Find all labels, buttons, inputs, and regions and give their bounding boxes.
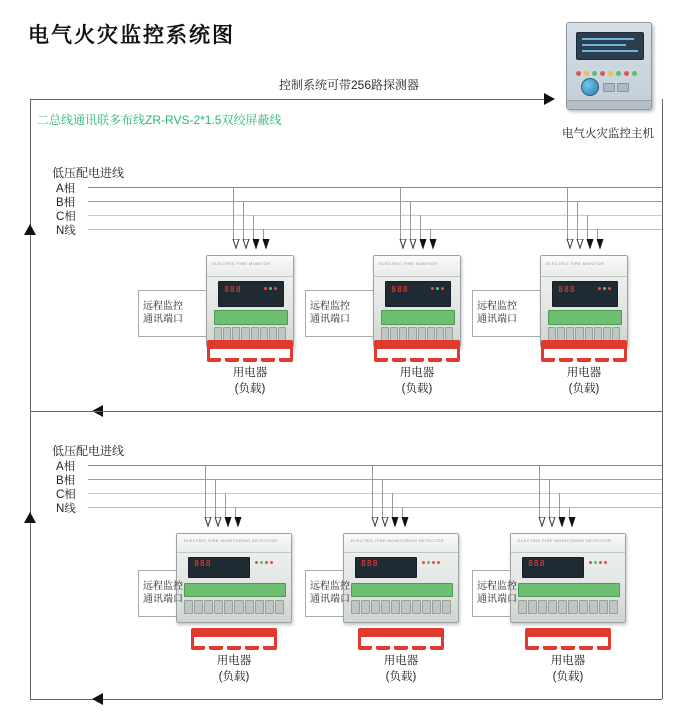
port-label-line2: 通讯端口 bbox=[143, 314, 183, 325]
device-display: 888 bbox=[194, 559, 212, 569]
port-label bbox=[310, 580, 350, 606]
phase-line-c-1 bbox=[88, 215, 662, 216]
bus-note: 二总线通讯联多布线ZR-RVS-2*1.5双绞屏蔽线 bbox=[37, 113, 282, 127]
drop-line bbox=[382, 479, 383, 519]
load-label-line1: 用电器 bbox=[383, 655, 419, 667]
host-base bbox=[567, 100, 651, 109]
port-label bbox=[477, 300, 517, 326]
phase-line-n-1 bbox=[88, 229, 662, 230]
load-clamp bbox=[374, 340, 460, 362]
host-label: 电气火灾监控主机 bbox=[562, 128, 654, 140]
load-label bbox=[374, 366, 460, 397]
page-title: 电气火灾监控系统图 bbox=[28, 23, 235, 47]
port-label-line1: 远程监控 bbox=[310, 581, 350, 592]
load-label-line1: 用电器 bbox=[550, 655, 586, 667]
load-label-line2: (负载) bbox=[552, 670, 584, 683]
phase-label-a-1: A相 bbox=[56, 183, 76, 195]
drop-line bbox=[559, 493, 560, 519]
phase-label-n-1: N线 bbox=[56, 225, 76, 237]
loop-direction-arrow-3 bbox=[92, 693, 103, 705]
load-label bbox=[525, 654, 611, 685]
load-label-line2: (负载) bbox=[385, 670, 417, 683]
phase-line-b-2 bbox=[88, 479, 662, 480]
host-buttons[interactable] bbox=[603, 79, 643, 95]
drop-line bbox=[400, 187, 401, 241]
phase-label-a-2: A相 bbox=[56, 461, 76, 473]
drop-line bbox=[549, 479, 550, 519]
phase-drop-arrows bbox=[532, 517, 580, 531]
bus-trunk-arrow bbox=[544, 93, 555, 105]
loop-bottom-line bbox=[30, 699, 662, 700]
drop-line bbox=[205, 465, 206, 519]
load-label-line2: (负载) bbox=[218, 670, 250, 683]
port-label-line2: 通讯端口 bbox=[477, 314, 517, 325]
drop-line bbox=[392, 493, 393, 519]
phase-label-b-1: B相 bbox=[56, 197, 76, 209]
drop-line bbox=[539, 465, 540, 519]
port-label-line1: 远程监控 bbox=[477, 581, 517, 592]
host-knob[interactable] bbox=[581, 78, 599, 96]
port-label-line1: 远程监控 bbox=[143, 581, 183, 592]
port-label-line2: 通讯端口 bbox=[143, 594, 183, 605]
loop-direction-arrow-2 bbox=[24, 512, 36, 523]
load-clamp bbox=[358, 628, 444, 650]
detector-device: ELECTRIC FIRE MONITORING DETECTOR 888 bbox=[510, 533, 626, 623]
port-label-line1: 远程监控 bbox=[143, 301, 183, 312]
phase-drop-arrows bbox=[560, 239, 608, 253]
incoming-label-1: 低压配电进线 bbox=[52, 166, 125, 180]
capacity-note: 控制系统可带256路探测器 bbox=[279, 78, 420, 92]
phase-drop-arrows bbox=[365, 517, 413, 531]
incoming-label-2: 低压配电进线 bbox=[52, 444, 125, 458]
load-label-line1: 用电器 bbox=[232, 367, 268, 379]
detector-device: ELECTRIC FIRE MONITOR 888 bbox=[540, 255, 628, 347]
load-label-line1: 用电器 bbox=[216, 655, 252, 667]
device-display: 888 bbox=[224, 284, 242, 294]
phase-line-c-2 bbox=[88, 493, 662, 494]
section-divider-line bbox=[30, 411, 662, 412]
detector-device: ELECTRIC FIRE MONITORING DETECTOR 888 bbox=[176, 533, 292, 623]
port-label-line1: 远程监控 bbox=[477, 301, 517, 312]
detector-device: ELECTRIC FIRE MONITOR 888 bbox=[373, 255, 461, 347]
load-label-line2: (负载) bbox=[234, 382, 266, 395]
drop-line bbox=[253, 215, 254, 241]
host-screen bbox=[576, 32, 644, 60]
load-label-line1: 用电器 bbox=[399, 367, 435, 379]
load-label bbox=[207, 366, 293, 397]
port-label bbox=[143, 300, 183, 326]
phase-line-a-1 bbox=[88, 187, 662, 188]
monitoring-host bbox=[566, 22, 652, 110]
loop-right-line bbox=[662, 99, 663, 699]
drop-line bbox=[233, 187, 234, 241]
drop-line bbox=[577, 201, 578, 241]
port-label-line2: 通讯端口 bbox=[310, 594, 350, 605]
load-label bbox=[191, 654, 277, 685]
device-display: 888 bbox=[361, 559, 379, 569]
phase-drop-arrows bbox=[393, 239, 441, 253]
drop-line bbox=[410, 201, 411, 241]
device-display: 888 bbox=[558, 284, 576, 294]
load-label bbox=[358, 654, 444, 685]
host-indicator-leds bbox=[576, 63, 642, 73]
port-label-line1: 远程监控 bbox=[310, 301, 350, 312]
drop-line bbox=[243, 201, 244, 241]
drop-line bbox=[372, 465, 373, 519]
drop-line bbox=[587, 215, 588, 241]
loop-direction-arrow-1 bbox=[24, 224, 36, 235]
phase-drop-arrows bbox=[198, 517, 246, 531]
detector-device: ELECTRIC FIRE MONITOR 888 bbox=[206, 255, 294, 347]
loop-left-line bbox=[30, 99, 31, 699]
phase-label-b-2: B相 bbox=[56, 475, 76, 487]
drop-line bbox=[225, 493, 226, 519]
device-display: 888 bbox=[391, 284, 409, 294]
phase-line-n-2 bbox=[88, 507, 662, 508]
port-label bbox=[310, 300, 350, 326]
phase-line-a-2 bbox=[88, 465, 662, 466]
drop-line bbox=[215, 479, 216, 519]
load-clamp bbox=[191, 628, 277, 650]
port-label-line2: 通讯端口 bbox=[310, 314, 350, 325]
drop-line bbox=[567, 187, 568, 241]
phase-label-c-2: C相 bbox=[56, 489, 76, 501]
detector-device: ELECTRIC FIRE MONITORING DETECTOR 888 bbox=[343, 533, 459, 623]
load-label bbox=[541, 366, 627, 397]
phase-label-c-1: C相 bbox=[56, 211, 76, 223]
phase-label-n-2: N线 bbox=[56, 503, 76, 515]
load-clamp bbox=[525, 628, 611, 650]
drop-line bbox=[420, 215, 421, 241]
port-label bbox=[143, 580, 183, 606]
load-clamp bbox=[541, 340, 627, 362]
load-label-line2: (负载) bbox=[401, 382, 433, 395]
port-label-line2: 通讯端口 bbox=[477, 594, 517, 605]
load-clamp bbox=[207, 340, 293, 362]
phase-drop-arrows bbox=[226, 239, 274, 253]
port-label bbox=[477, 580, 517, 606]
bus-trunk-line bbox=[30, 99, 546, 100]
device-display: 888 bbox=[528, 559, 546, 569]
phase-line-b-1 bbox=[88, 201, 662, 202]
load-label-line2: (负载) bbox=[568, 382, 600, 395]
load-label-line1: 用电器 bbox=[566, 367, 602, 379]
